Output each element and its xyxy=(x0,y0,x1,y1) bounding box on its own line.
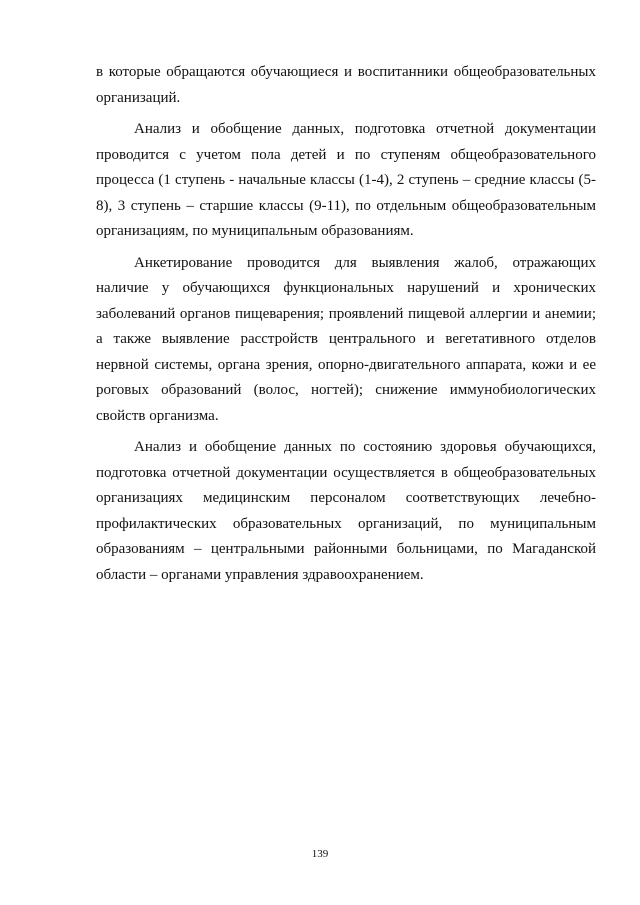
paragraph-continuation: в которые обращаются обучающиеся и воспитанники общеобразовательных организаций. xyxy=(96,64,596,106)
paragraph-health-analysis: Анализ и обобщение данных по состоянию здоровья обучающихся, подготовка отчетной документации осуществляется в общеобразовательных организациях медицинским персоналом соответствующих лечебно-профилактических образовательных организаций, по муниципальным образованиям – центральными районными больницами, по Магаданской области – органами управления здравоохранением. xyxy=(96,439,596,583)
paragraph-data-analysis: Анализ и обобщение данных, подготовка отчетной документации проводится с учетом пола детей и по ступеням общеобразовательного процесса (1 ступень - начальные классы (1-4), 2 ступень – средние классы (5-8), 3 ступень – старшие классы (9-11), по отдельным общеобразовательным организациям, по муниципальным образованиям. xyxy=(96,121,596,239)
body-text xyxy=(96,60,596,588)
paragraph-survey: Анкетирование проводится для выявления жалоб, отражающих наличие у обучающихся функциональных нарушений и хронических заболеваний органов пищеварения; проявлений пищевой аллергии и анемии; а также выявление расстройств центрального и вегетативного отделов нервной системы, органа зрения, опорно-двигательного аппарата, кожи и ее роговых образований (волос, ногтей); снижение иммунобиологических свойств организма. xyxy=(96,254,596,424)
page-number: 139 xyxy=(311,848,329,860)
